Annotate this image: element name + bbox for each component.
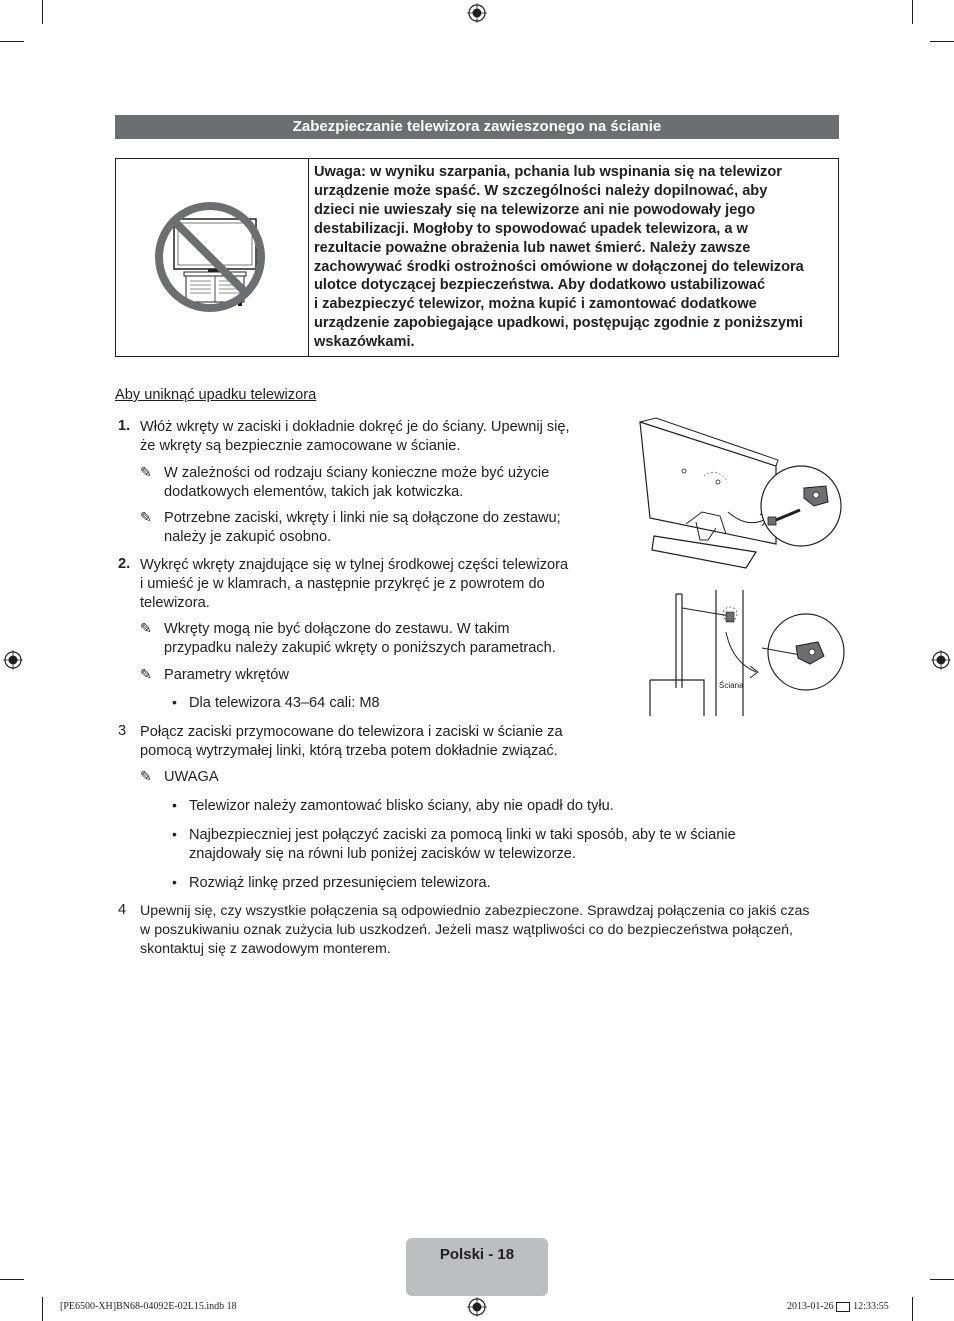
note-line: W zależności od rodzaju ściany konieczne może być użycie (164, 465, 550, 481)
crosshair-icon (3, 650, 23, 670)
step-text (140, 902, 810, 959)
step-text (140, 556, 568, 613)
warning-line: urządzenie zapobiegające upadkowi, postępując zgodnie z poniższymi (314, 315, 803, 332)
step-line: skontaktuj się z zawodowym monterem. (140, 941, 391, 957)
step-line: telewizora. (140, 595, 210, 611)
pencil-note-icon: ✎ (140, 509, 152, 525)
note-text (164, 509, 561, 547)
tv-bracket-illustration (636, 416, 846, 576)
bullet-dot: • (172, 694, 177, 710)
note-label: UWAGA (164, 769, 219, 785)
warning-line: rezultacie poważne obrażenia lub nawet śmierć. Należy zawsze (314, 239, 751, 256)
bullet-text (189, 826, 736, 864)
step-line: Włóż wkręty w zaciski i dokładnie dokręć je do ściany. Upewnij się, (140, 419, 570, 435)
no-climbing-icon (116, 159, 308, 356)
note-line: przypadku należy zakupić wkręty o poniższych parametrach. (164, 640, 556, 656)
warning-line: Uwaga: w wyniku szarpania, pchania lub wspinania się na telewizor (314, 164, 782, 180)
slug-date-text: 2013-01-26 (787, 1301, 837, 1312)
note-text: Parametry wkrętów (164, 667, 289, 683)
warning-line: urządzenie może spaść. W szczególności należy dopilnować, aby (314, 182, 768, 199)
step-number: 3 (118, 723, 127, 739)
note-line: Potrzebne zaciski, wkręty i linki nie są dołączone do zestawu; (164, 510, 561, 526)
crop-mark (42, 0, 43, 24)
step-text (140, 418, 570, 456)
page-number-tab (406, 1238, 548, 1296)
step-number: 4 (118, 902, 127, 918)
crop-mark (0, 41, 24, 42)
warning-text (314, 163, 834, 352)
slug-date (787, 1301, 889, 1312)
note-line: Wkręty mogą nie być dołączone do zestawu. W takim (164, 621, 510, 637)
bullet-line: Najbezpieczniej jest połączyć zaciski za pomocą linki w taki sposób, aby te w ścianie (189, 827, 736, 843)
crosshair-icon (931, 650, 951, 670)
step-line: że wkręty są bezpiecznie zamocowane w ścianie. (140, 438, 461, 454)
slug-file: [PE6500-XH]BN68-04092E-02L15.indb 18 (60, 1301, 237, 1312)
crop-mark (42, 1297, 43, 1321)
bullet-text: Rozwiąż linkę przed przesunięciem telewizora. (189, 875, 491, 891)
bullet-line: znajdowały się na równi lub poniżej zacisków w telewizorze. (189, 846, 576, 862)
page-number: Polski - 18 (439, 1246, 515, 1263)
step-line: Połącz zaciski przymocowane do telewizora i zaciski w ścianie za (140, 724, 563, 740)
pencil-note-icon: ✎ (140, 464, 152, 480)
warning-line: dzieci nie uwieszały się na telewizorze ani nie powodowały jego (314, 201, 756, 218)
step-line: i umieść je w klamrach, a następnie przykręć je z powrotem do (140, 576, 545, 592)
bullet-text: Telewizor należy zamontować blisko ściany, aby nie opadł do tyłu. (189, 798, 614, 814)
missing-glyph-icon (836, 1302, 850, 1312)
step-number: 1. (118, 418, 131, 434)
crop-mark (930, 41, 954, 42)
section-title: Zabezpieczanie telewizora zawieszonego na ścianie (115, 115, 839, 139)
warning-line: destabilizacji. Mogłoby to spowodować upadek telewizora, a w (314, 220, 748, 237)
pencil-note-icon: ✎ (140, 620, 152, 636)
step-line: Upewnij się, czy wszystkie połączenia są odpowiednio zabezpieczone. Sprawdzaj połączenia co jakiś czas (140, 903, 810, 919)
warning-line: wskazówkami. (314, 334, 415, 351)
step-line: Wykręć wkręty znajdujące się w tylnej środkowej części telewizora (140, 557, 569, 573)
warning-box (115, 158, 839, 357)
crosshair-icon (467, 1297, 487, 1317)
pencil-note-icon: ✎ (140, 666, 152, 682)
wall-label: Ściana (719, 681, 744, 690)
crop-mark (930, 1279, 954, 1280)
wall-clamp-illustration (646, 590, 846, 716)
crosshair-icon (467, 3, 487, 23)
note-text (164, 464, 549, 502)
crop-mark (912, 0, 913, 24)
bullet-dot: • (172, 797, 177, 813)
step-number: 2. (118, 556, 131, 572)
warning-image-cell (116, 159, 309, 356)
step-text (140, 723, 563, 761)
step-line: pomocą wytrzymałej linki, którą trzeba potem dokładnie związać. (140, 743, 558, 759)
bullet-text: Dla telewizora 43–64 cali: M8 (189, 695, 380, 711)
slug-time-text: 12:33:55 (853, 1301, 889, 1312)
warning-line: ulotce dotyczącej bezpieczeństwa. Aby dodatkowo ustabilizować (314, 277, 766, 294)
crop-mark (0, 1279, 24, 1280)
crop-mark (912, 1297, 913, 1321)
bullet-dot: • (172, 826, 177, 842)
step-line: w poszukiwaniu oznak zużycia lub uszkodzeń. Jeżeli masz wątpliwości co do bezpieczeństwa połączeń, (140, 922, 793, 938)
warning-line: i zabezpieczyć telewizor, można kupić i zamontować dodatkowe (314, 296, 757, 313)
bullet-dot: • (172, 874, 177, 890)
pencil-note-icon: ✎ (140, 768, 152, 784)
note-line: dodatkowych elementów, takich jak kotwiczka. (164, 484, 464, 500)
note-text (164, 620, 556, 658)
subheading: Aby uniknąć upadku telewizora (115, 387, 317, 403)
note-line: należy je zakupić osobno. (164, 529, 332, 545)
warning-line: zachowywać środki ostrożności omówione w dołączonej do telewizora (314, 258, 804, 275)
